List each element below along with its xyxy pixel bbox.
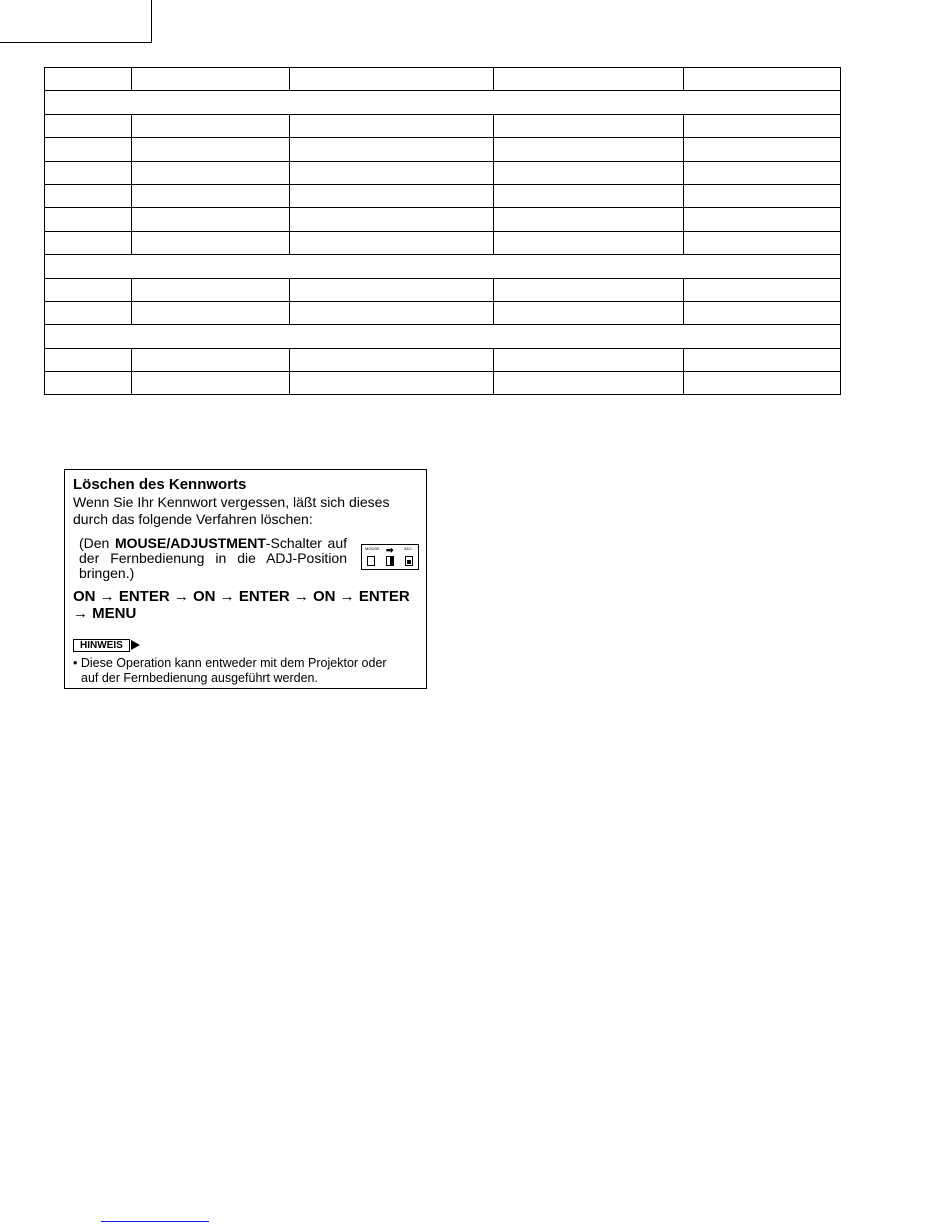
note-intro: Wenn Sie Ihr Kennwort vergessen, läßt sich dieses durch das folgende Verfahren löschen: [73,494,390,527]
spec-table [44,67,841,395]
password-reset-note [64,469,427,689]
button-sequence: ON → ENTER → ON → ENTER → ON → ENTER → MENU [73,588,410,622]
page-corner-box [0,0,152,43]
table-row [45,184,841,207]
table-row [45,231,841,254]
table-row [45,68,841,91]
footer-rule [101,1221,209,1222]
bullet-line: auf der Fernbedienung ausgeführt werden. [81,671,318,685]
instruction-switch-name: MOUSE/ADJUSTMENT [114,535,266,551]
table-row [45,372,841,395]
table-section-row [45,255,841,278]
instruction-prefix: (Den [79,535,115,551]
switch-label-mouse: MOUSE [365,546,380,551]
table-row [45,278,841,301]
mouse-mode-icon [367,556,375,566]
table-row [45,348,841,371]
adj-mode-icon [405,556,413,566]
arrow-right-icon: ➡ [386,545,394,555]
table-section-row [45,91,841,114]
table-section-row [45,325,841,348]
hinweis-label: HINWEIS [73,639,130,652]
instruction-suffix: -Schalter auf der Fernbedienung in die ADJ-Position bringen.) [79,535,348,581]
note-bullet [73,656,423,686]
switch-label-adj: ADJ. [404,546,413,551]
note-title: Löschen des Kennworts [73,476,247,493]
mouse-adj-switch-illustration [361,544,419,570]
table-row [45,138,841,161]
table-row [45,114,841,137]
table-row [45,161,841,184]
hinweis-arrow-icon [131,640,140,650]
note-instruction [79,536,347,581]
bullet-line: • Diese Operation kann entweder mit dem Projektor oder [73,656,387,670]
table-row [45,208,841,231]
slider-switch-icon [386,556,394,566]
table-row [45,301,841,324]
